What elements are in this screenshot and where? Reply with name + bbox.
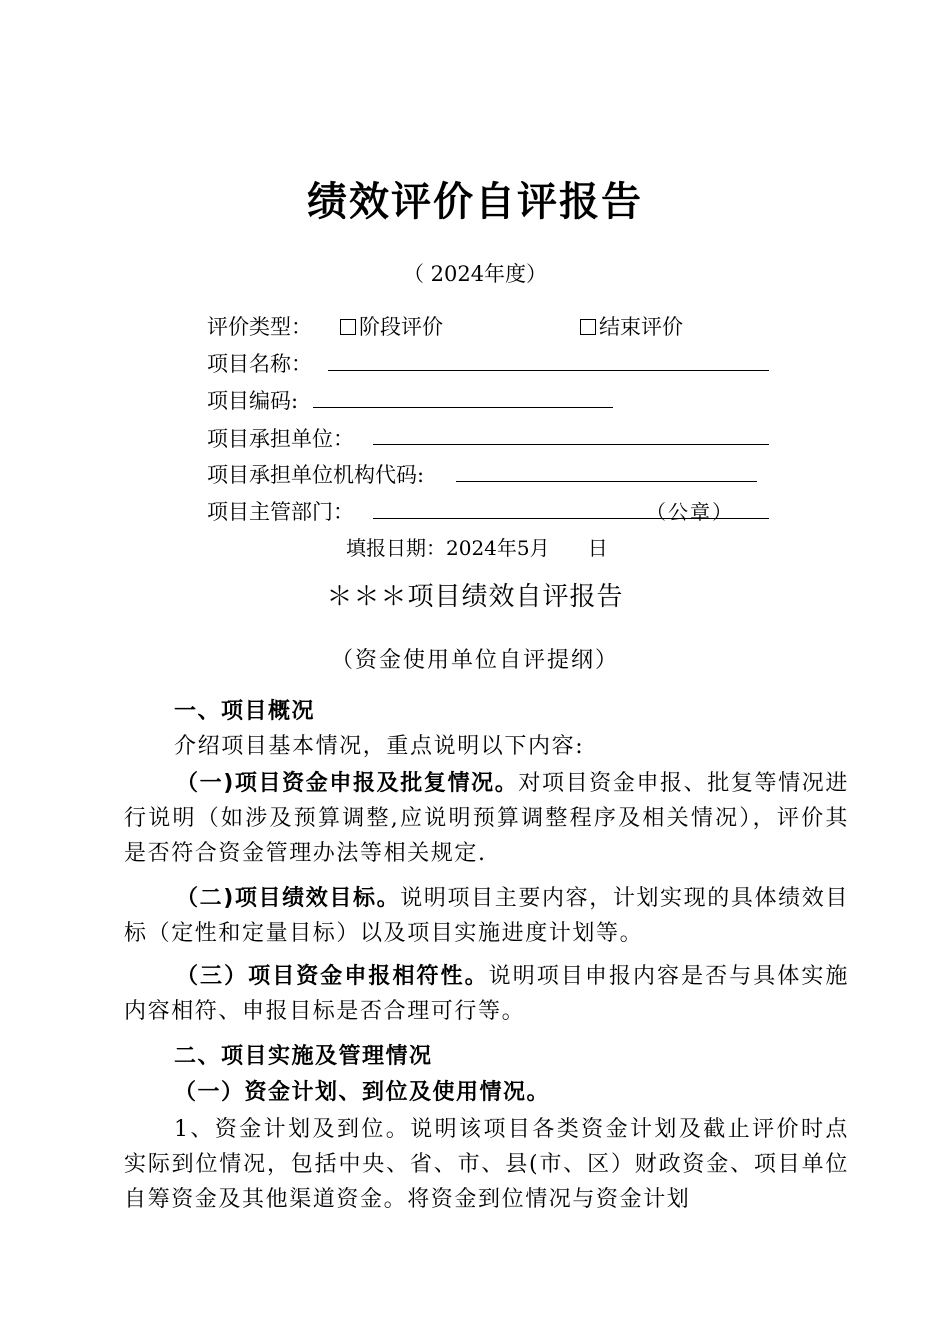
undertaking-unit-field[interactable] xyxy=(373,444,769,445)
checkbox-icon[interactable] xyxy=(340,319,356,335)
item3-text: 说明项目申报内容是否与具体实施内容相符、申报目标是否合理可行等。 xyxy=(124,964,849,1024)
item3-paragraph xyxy=(124,959,849,1029)
item3-heading: （三）项目资金申报相符性。 xyxy=(176,964,489,989)
stage-eval-option[interactable] xyxy=(340,311,443,341)
project-code-field[interactable] xyxy=(313,407,613,408)
section2-paragraph1: 1、资金计划及到位。说明该项目各类资金计划及截止评价时点实际到位情况，包括中央、省、市、县(市、区）财政资金、项目单位自筹资金及其他渠道资金。将资金到位情况与资金计划 xyxy=(124,1117,849,1212)
eval-type-label: 评价类型： xyxy=(207,315,312,339)
outline-note: （资金使用单位自评提纲） xyxy=(330,648,619,673)
item1-paragraph xyxy=(124,766,849,871)
section1-intro: 介绍项目基本情况，重点说明以下内容: xyxy=(174,734,585,759)
supervising-dept-label: 项目主管部门： xyxy=(207,500,354,524)
seal-note: （公章） xyxy=(646,500,734,524)
final-eval-label: 结束评价 xyxy=(599,315,683,339)
project-name-field[interactable] xyxy=(328,370,769,371)
final-eval-option[interactable] xyxy=(580,311,683,341)
project-code-label: 项目编码: xyxy=(207,389,299,413)
report-title: 绩效评价自评报告 xyxy=(307,178,643,225)
stage-eval-label: 阶段评价 xyxy=(359,315,443,339)
project-name-label: 项目名称： xyxy=(207,352,312,376)
self-evaluation-report-title: ＊＊＊项目绩效自评报告 xyxy=(326,582,624,612)
item2-text: 说明项目主要内容，计划实现的具体绩效目标（定性和定量目标）以及项目实施进度计划等。 xyxy=(124,886,849,946)
item1-text: 对项目资金申报、批复等情况进行说明（如涉及预算调整,应说明预算调整程序及相关情况），评价其是否符合资金管理办法等相关规定. xyxy=(124,771,849,866)
unit-org-code-field[interactable] xyxy=(456,481,757,482)
item1-heading: （一)项目资金申报及批复情况。 xyxy=(176,771,519,796)
year-line: （ 2024年度） xyxy=(402,262,548,286)
section2-heading: 二、项目实施及管理情况 xyxy=(174,1044,433,1069)
section2-sub1: （一）资金计划、到位及使用情况。 xyxy=(174,1080,551,1105)
eval-type-row xyxy=(207,311,312,341)
checkbox-icon[interactable] xyxy=(580,319,596,335)
unit-org-code-label: 项目承担单位机构代码: xyxy=(207,463,425,487)
fill-date: 填报日期：2024年5月 日 xyxy=(346,536,608,560)
section1-heading: 一、项目概况 xyxy=(174,699,316,724)
undertaking-unit-label: 项目承担单位： xyxy=(207,427,354,451)
item2-paragraph xyxy=(124,881,849,951)
item2-heading: （二)项目绩效目标。 xyxy=(176,886,401,911)
